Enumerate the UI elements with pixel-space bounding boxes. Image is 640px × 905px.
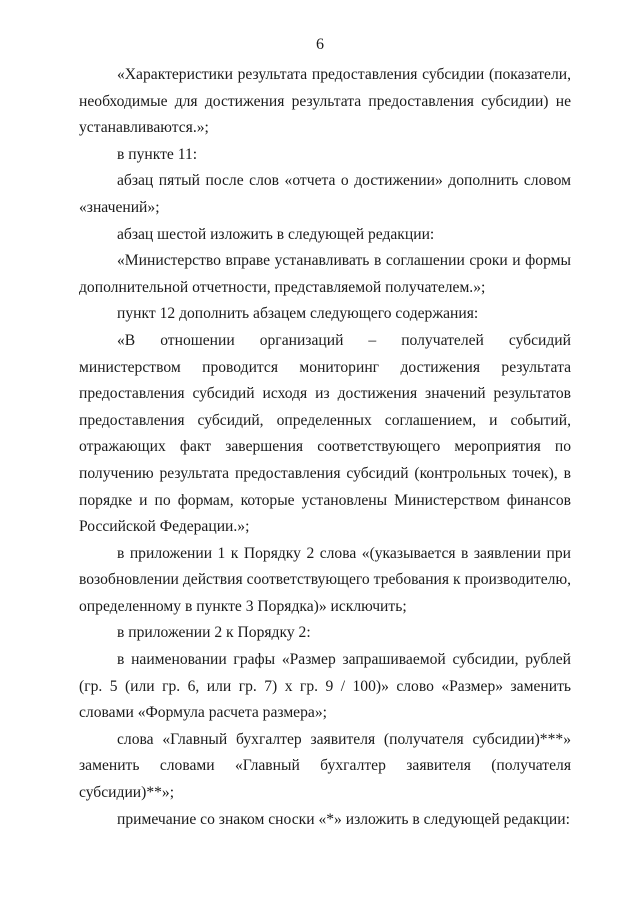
paragraph-fifth-abzac: абзац пятый после слов «отчета о достижении» дополнить словом «значений»; — [79, 172, 571, 216]
paragraph-characteristics-quote: «Характеристики результата предоставления субсидии (показатели, необходимые для достижения результата предоставления субсидии) не устанавливаются.»; — [79, 66, 571, 137]
paragraph-appendix-1: в приложении 1 к Порядку 2 слова «(указывается в заявлении при возобновлении действия соответствующего требования к производителю, определенному в пункте 3 Порядка)» исключить; — [79, 544, 571, 615]
paragraph-sixth-abzac: абзац шестой изложить в следующей редакции: — [117, 225, 435, 243]
paragraph-point-12: пункт 12 дополнить абзацем следующего содержания: — [117, 305, 479, 323]
paragraph-footnote-note: примечание со знаком сноски «*» изложить в следующей редакции: — [117, 810, 570, 828]
document-body — [79, 62, 571, 833]
paragraph-column-name: в наименовании графы «Размер запрашиваемой субсидии, рублей (гр. 5 (или гр. 6, или гр. 7) x гр. 9 / 100)» слово «Размер» заменить словами «Формула расчета размера»; — [79, 651, 571, 722]
paragraph-ministry-quote: «Министерство вправе устанавливать в соглашении сроки и формы дополнительной отчетности, представляемой получателем.»; — [79, 252, 571, 296]
paragraph-appendix-2: в приложении 2 к Порядку 2: — [117, 624, 311, 642]
paragraph-point-11: в пункте 11: — [117, 145, 198, 163]
paragraph-chief-accountant: слова «Главный бухгалтер заявителя (получателя субсидии)***» заменить словами «Главный бухгалтер заявителя (получателя субсидии)**»; — [79, 730, 571, 802]
page-number: 6 — [316, 36, 324, 53]
paragraph-monitoring-quote: «В отношении организаций – получателей субсидий министерством проводится мониторинг достижения результата предоставления субсидий исходя из достижения значений результатов предоставления субсидий, определенных соглашением, и событий, отражающих факт завершения соответствующего мероприятия по получению результата предоставления субсидий (контрольных точек), в порядке и по формам, которые установлены Министерством финансов Российской Федерации.»; — [79, 331, 571, 536]
